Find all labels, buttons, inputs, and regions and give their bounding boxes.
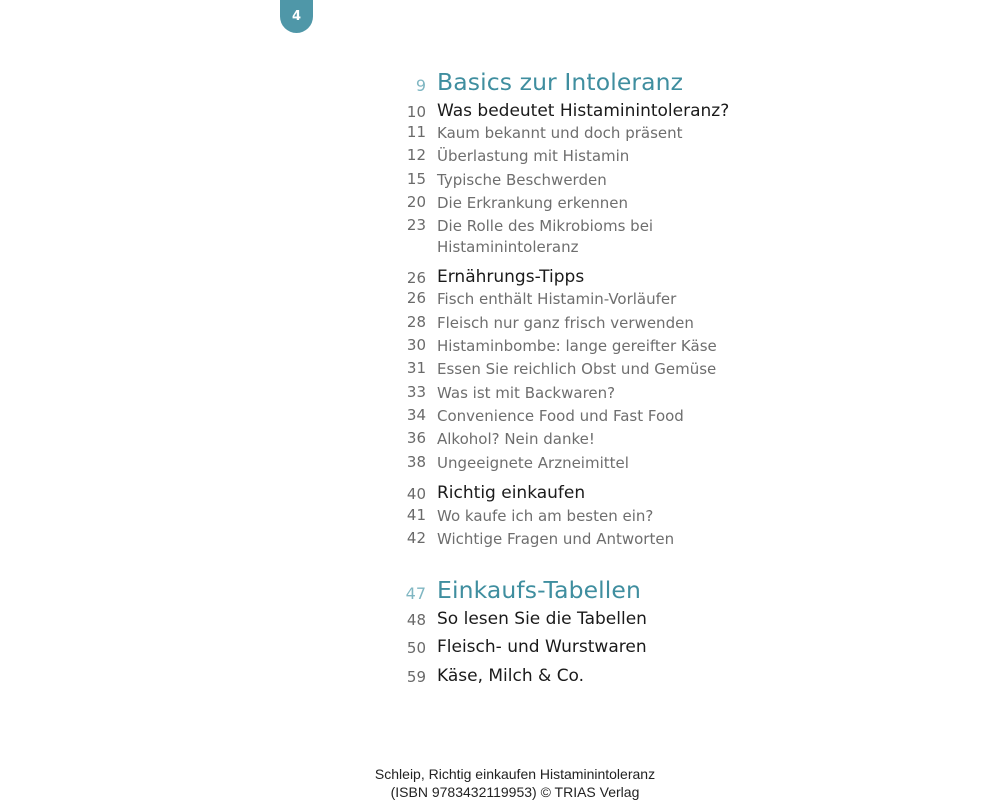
toc-item-title: Überlastung mit Histamin — [437, 147, 630, 165]
toc-page-number: 33 — [406, 383, 426, 401]
toc-item-title: Fisch enthält Histamin-Vorläufer — [437, 290, 677, 308]
toc-item-title: Convenience Food und Fast Food — [437, 407, 684, 425]
toc-page-number: 34 — [406, 406, 426, 424]
toc-item-title: Histaminbombe: lange gereifter Käse — [437, 337, 717, 355]
toc-item-title: Die Rolle des Mikrobioms bei — [437, 217, 654, 235]
toc-page-number: 26 — [406, 289, 426, 307]
toc-page-number: 9 — [415, 76, 426, 95]
toc-page-number: 38 — [406, 453, 426, 471]
toc-page-number: 40 — [406, 485, 426, 503]
toc-page-number: 28 — [406, 313, 426, 331]
toc-chapter-title: Käse, Milch & Co. — [437, 666, 585, 686]
toc-page-number: 48 — [406, 611, 426, 629]
toc-item-title: Typische Beschwerden — [437, 171, 607, 189]
toc-page-number: 31 — [406, 359, 426, 377]
toc-section-title: Einkaufs-Tabellen — [437, 576, 641, 604]
page-number: 4 — [291, 9, 302, 24]
toc-page-number: 30 — [406, 336, 426, 354]
toc-item-title: Was ist mit Backwaren? — [437, 384, 616, 402]
toc-page-number: 23 — [406, 216, 426, 234]
toc-page-number: 47 — [405, 584, 426, 603]
footer-citation — [340, 765, 690, 801]
toc-page-number: 59 — [406, 668, 426, 686]
toc-chapter-title: Richtig einkaufen — [437, 483, 586, 503]
toc-section-title: Basics zur Intoleranz — [437, 68, 684, 96]
toc-item-title: Wo kaufe ich am besten ein? — [437, 507, 654, 525]
toc-page-number: 10 — [406, 103, 426, 121]
toc-item-title-line2: Histaminintoleranz — [437, 238, 579, 256]
footer-line-1: Schleip, Richtig einkaufen Histaminintoleranz — [374, 766, 656, 782]
toc-page-number: 42 — [406, 529, 426, 547]
toc-page-number: 12 — [406, 146, 426, 164]
toc-item-title: Essen Sie reichlich Obst und Gemüse — [437, 360, 717, 378]
toc-item-title: Alkohol? Nein danke! — [437, 430, 595, 448]
toc-chapter-title: Ernährungs-Tipps — [437, 267, 585, 287]
toc-chapter-title: Was bedeutet Histaminintoleranz? — [437, 101, 730, 121]
toc-chapter-title: Fleisch- und Wurstwaren — [437, 637, 647, 657]
page-number-badge — [280, 0, 313, 33]
toc-item-title: Die Erkrankung erkennen — [437, 194, 628, 212]
toc-page-number: 15 — [406, 170, 426, 188]
toc-item-title: Wichtige Fragen und Antworten — [437, 530, 675, 548]
toc-chapter-title: So lesen Sie die Tabellen — [437, 609, 647, 629]
toc-page-number: 36 — [406, 429, 426, 447]
toc-item-title: Ungeeignete Arzneimittel — [437, 454, 629, 472]
toc-page-number: 20 — [406, 193, 426, 211]
toc-page-number: 26 — [406, 269, 426, 287]
footer-line-2: (ISBN 9783432119953) © TRIAS Verlag — [390, 784, 640, 800]
toc-page-number: 50 — [406, 639, 426, 657]
toc-page-number: 41 — [406, 506, 426, 524]
toc-item-title: Fleisch nur ganz frisch verwenden — [437, 314, 694, 332]
toc-item-title: Kaum bekannt und doch präsent — [437, 124, 683, 142]
toc-page-number: 11 — [406, 123, 426, 141]
